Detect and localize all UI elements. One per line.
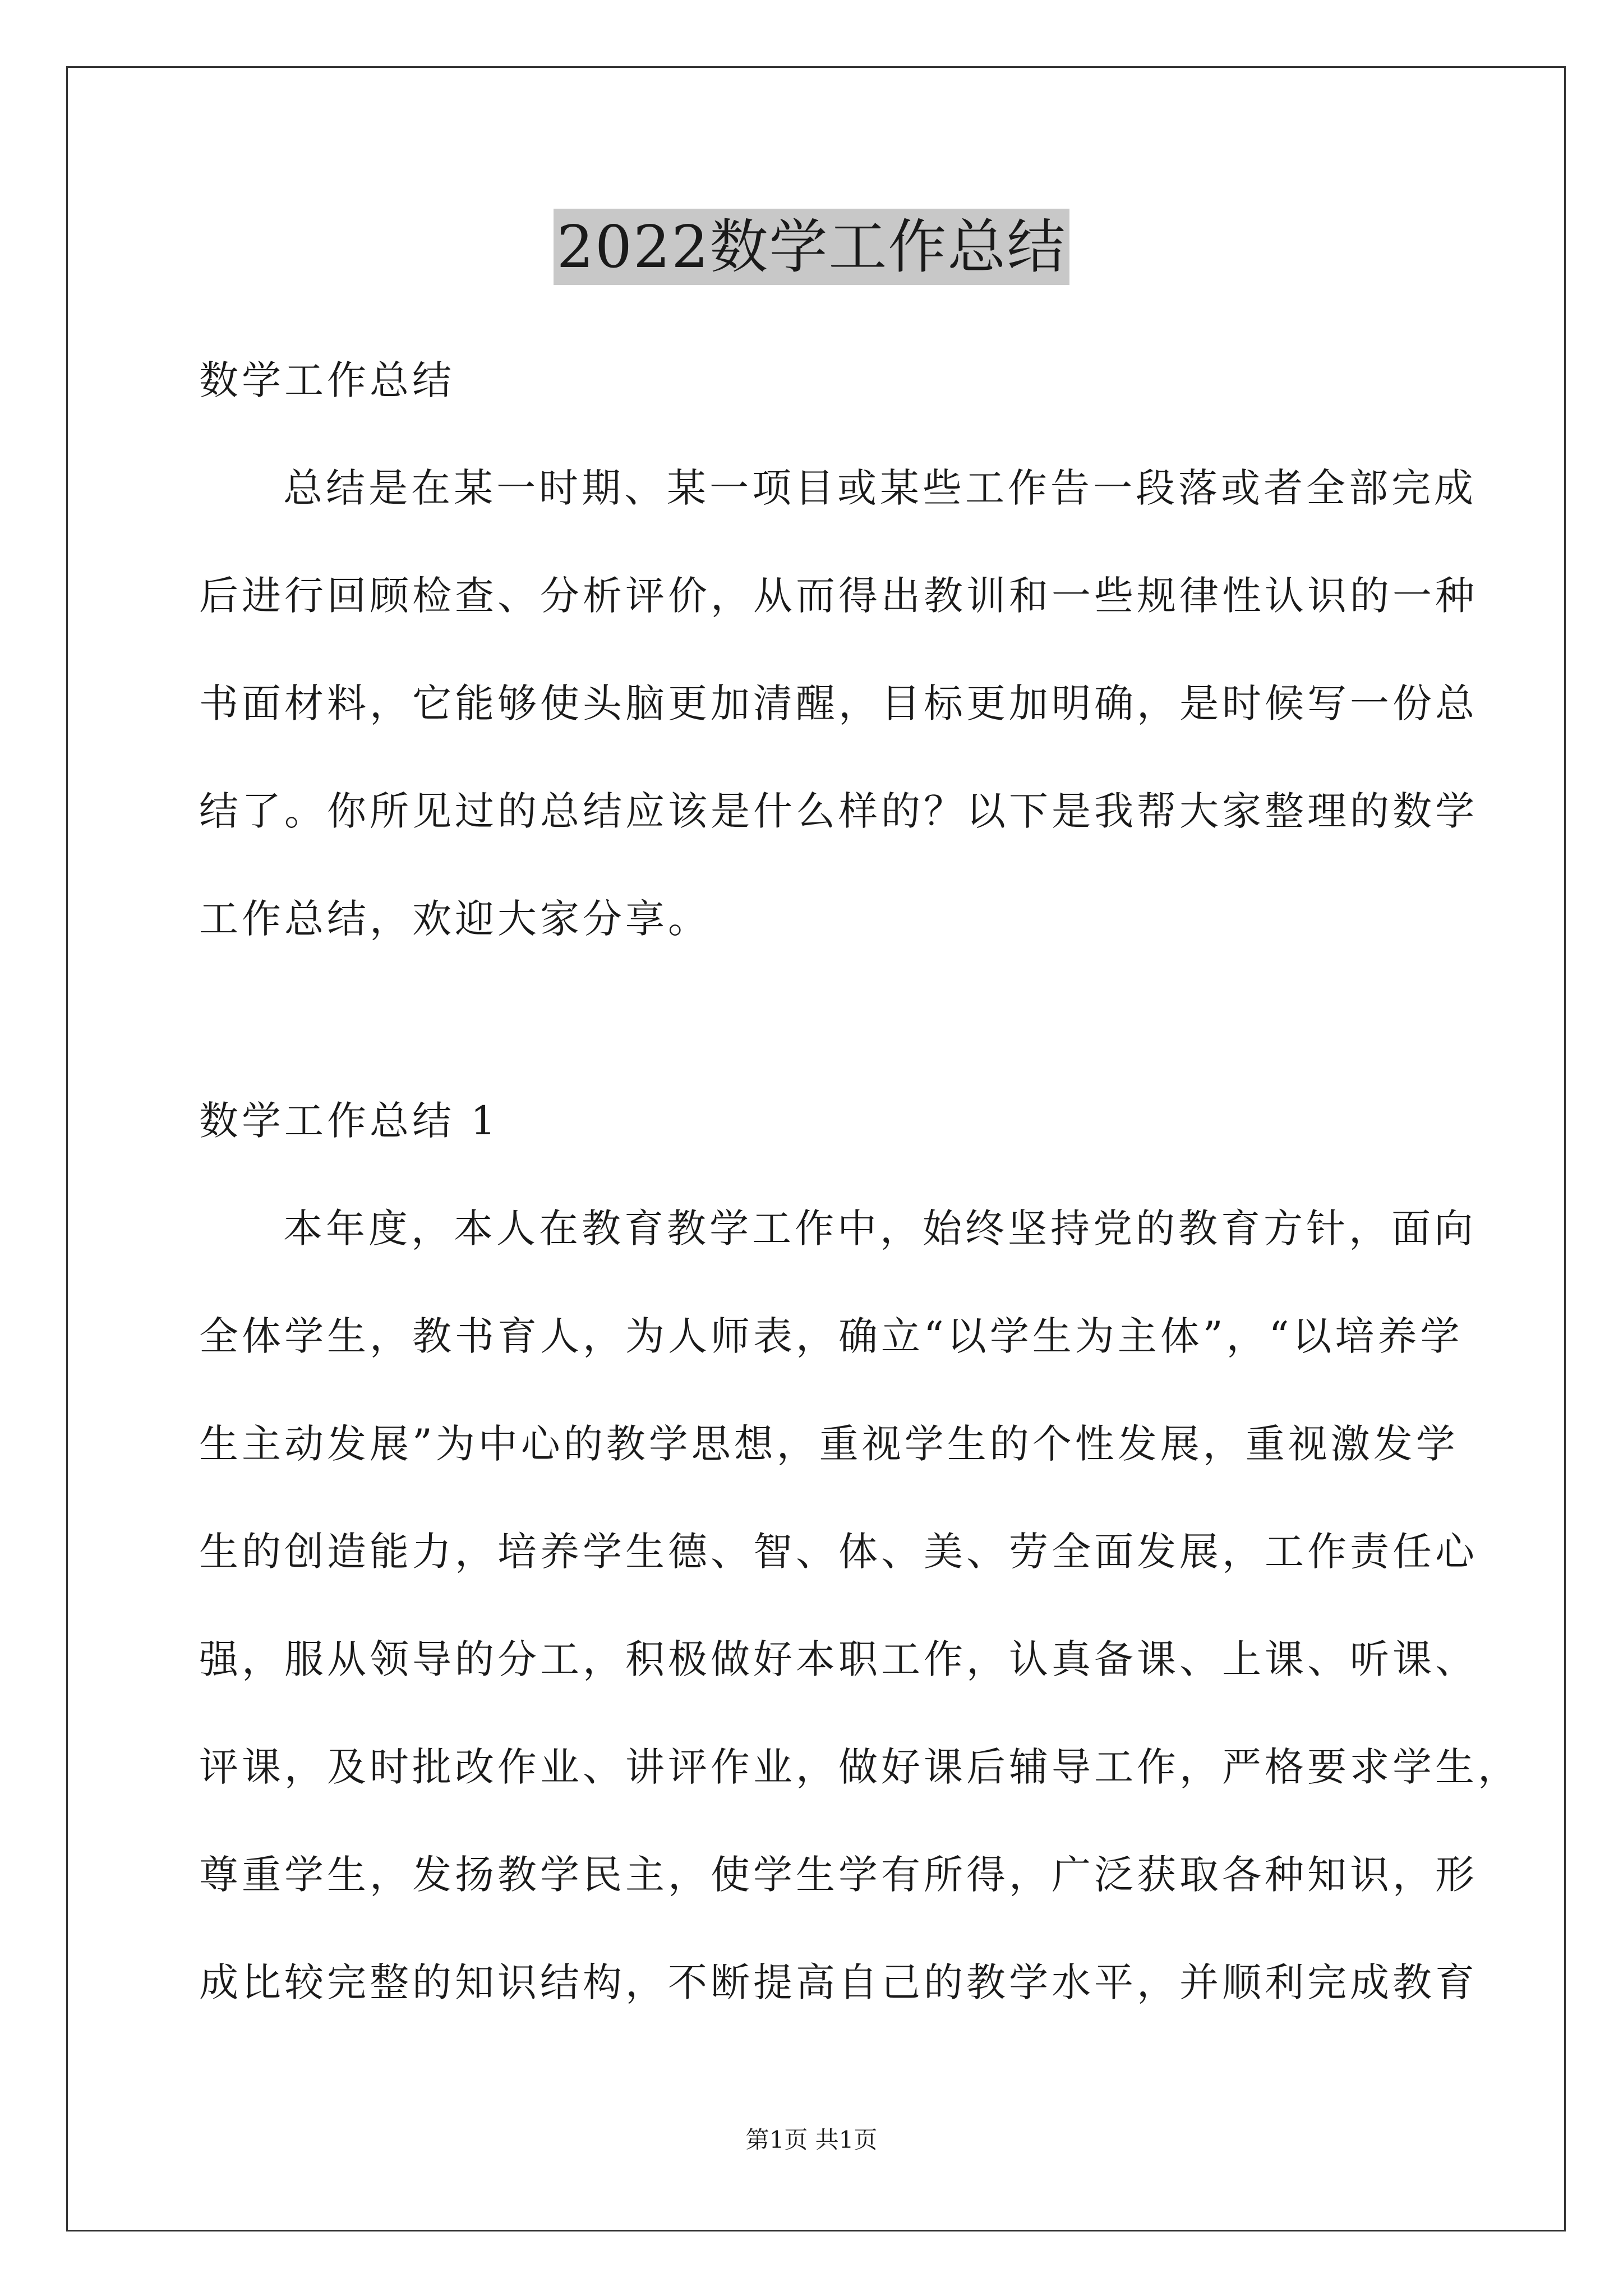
body-line: 全体学生，教书育人，为人师表，确立“以学生为主体”，“以培养学 bbox=[199, 1313, 1463, 1359]
body-line: 评课，及时批改作业、讲评作业，做好课后辅导工作，严格要求学生， bbox=[199, 1744, 1520, 1790]
document-title: 2022数学工作总结 bbox=[554, 209, 1070, 285]
body-line: 生主动发展”为中心的教学思想，重视学生的个性发展，重视激发学 bbox=[199, 1421, 1459, 1467]
page-footer: 第1页 共1页 bbox=[745, 2126, 878, 2154]
body-line: 生的创造能力，培养学生德、智、体、美、劳全面发展，工作责任心 bbox=[199, 1529, 1478, 1575]
intro-line: 书面材料，它能够使头脑更加清醒，目标更加明确，是时候写一份总 bbox=[199, 680, 1478, 726]
body-line: 强，服从领导的分工，积极做好本职工作，认真备课、上课、听课、 bbox=[199, 1636, 1478, 1682]
title-container bbox=[0, 209, 1623, 285]
body-line: 本年度，本人在教育教学工作中，始终坚持党的教育方针，面向 bbox=[283, 1205, 1477, 1251]
body-line: 尊重学生，发扬教学民主，使学生学有所得，广泛获取各种知识，形 bbox=[199, 1852, 1478, 1898]
body-line: 成比较完整的知识结构，不断提高自己的教学水平，并顺利完成教育 bbox=[199, 1959, 1478, 2005]
intro-line: 总结是在某一时期、某一项目或某些工作告一段落或者全部完成 bbox=[283, 465, 1477, 511]
intro-line: 工作总结，欢迎大家分享。 bbox=[199, 896, 711, 942]
intro-line: 后进行回顾检查、分析评价，从而得出教训和一些规律性认识的一种 bbox=[199, 573, 1478, 619]
section-heading: 数学工作总结 1 bbox=[199, 1098, 499, 1144]
intro-line: 结了。你所见过的总结应该是什么样的？以下是我帮大家整理的数学 bbox=[199, 788, 1478, 834]
section-heading: 数学工作总结 bbox=[199, 357, 455, 403]
